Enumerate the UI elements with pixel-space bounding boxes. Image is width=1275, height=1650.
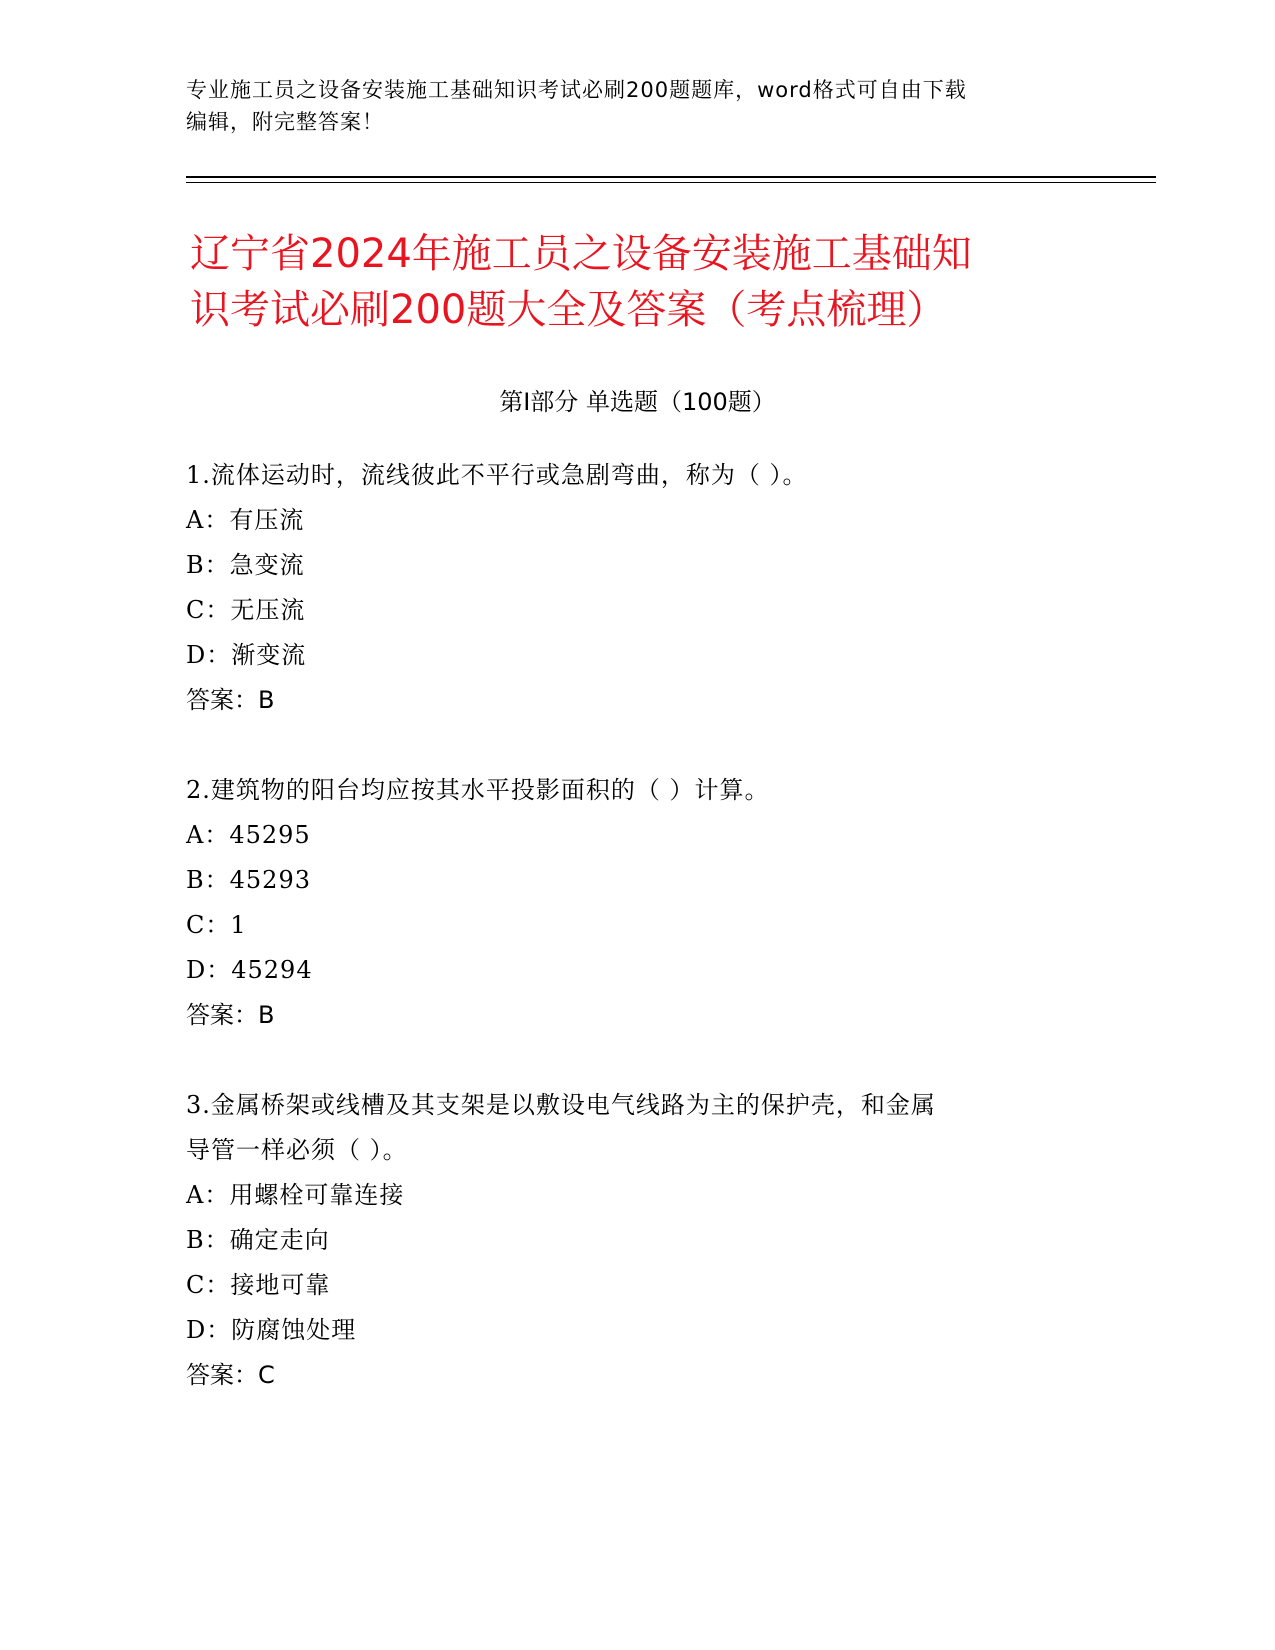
option-b: B：45293 (186, 866, 311, 894)
answer: 答案：B (186, 686, 275, 714)
header-rule-thick (186, 176, 1156, 178)
question-1 (186, 453, 1086, 723)
option-d: D：渐变流 (186, 641, 307, 669)
option-c: C：1 (186, 911, 247, 939)
option-a: A：用螺栓可靠连接 (186, 1181, 405, 1209)
question-stem-line-1: 3.金属桥架或线槽及其支架是以敷设电气线路为主的保护壳，和金属 (186, 1091, 936, 1119)
answer: 答案：C (186, 1361, 275, 1389)
answer: 答案：B (186, 1001, 275, 1029)
option-d: D：防腐蚀处理 (186, 1316, 357, 1344)
question-3 (186, 1083, 1086, 1398)
document-title-line-1: 辽宁省2024年施工员之设备安装施工基础知 (190, 231, 972, 277)
header-note-line-1: 专业施工员之设备安装施工基础知识考试必刷200题题库，word格式可自由下载 (186, 78, 967, 102)
option-a: A：45295 (186, 821, 311, 849)
question-stem: 2.建筑物的阳台均应按其水平投影面积的（ ）计算。 (186, 776, 770, 804)
option-b: B：确定走向 (186, 1226, 330, 1254)
option-a: A：有压流 (186, 506, 305, 534)
question-stem-line-2: 导管一样必须（ ）。 (186, 1136, 408, 1164)
section-heading: 第Ⅰ部分 单选题（100题） (499, 388, 776, 416)
document-title (190, 226, 1090, 338)
option-c: C：无压流 (186, 596, 306, 624)
option-d: D：45294 (186, 956, 313, 984)
header-note-line-2: 编辑，附完整答案！ (186, 110, 384, 134)
header-rule-thin (186, 182, 1156, 183)
header-note (186, 74, 1086, 138)
question-2 (186, 768, 1086, 1038)
question-stem: 1.流体运动时，流线彼此不平行或急剧弯曲，称为（ ）。 (186, 461, 808, 489)
option-b: B：急变流 (186, 551, 305, 579)
document-title-line-2: 识考试必刷200题大全及答案（考点梳理） (190, 287, 947, 333)
option-c: C：接地可靠 (186, 1271, 331, 1299)
